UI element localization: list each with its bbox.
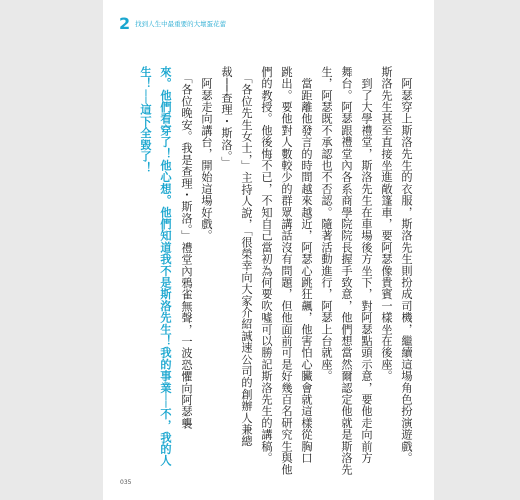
text-line: 當距離他發言的時間越來越近，阿瑟心跳狂飆，他害怕心臟會就這樣從胸口 xyxy=(300,77,313,464)
vertical-body-text xyxy=(136,66,416,476)
text-line: 到了大學禮堂，斯洛先生在車場後方坐下，對阿瑟點頭示意，要他走向前方 xyxy=(360,77,373,464)
page-number: 035 xyxy=(120,479,132,486)
text-line: 裁──查理・斯洛。」 xyxy=(220,66,233,169)
chapter-title: 找到人生中最重要的大壞蛋花蕾 xyxy=(135,20,227,28)
text-line: 阿瑟穿上斯洛先生的衣服，斯洛先生則扮成司機，繼續這場角色扮演遊戲。 xyxy=(400,77,413,464)
text-line: 斯洛先生甚至直接坐進敞篷車，要阿瑟像貴賓一樣坐在後座。 xyxy=(380,66,393,382)
text-line: 阿瑟走向講台，開始這場好戲。 xyxy=(200,77,213,242)
text-line: 「各位先生女士，」主持人說，「很榮幸向大家介紹誠速公司的創辦人兼總 xyxy=(240,77,253,448)
text-line: 生！──這下全毀了！ xyxy=(139,66,153,175)
chapter-number: 2 xyxy=(119,14,131,33)
text-line: 跳出。要他對人數較少的群眾講話沒有問題，但他面前可是好幾百名研究生與他 xyxy=(280,66,293,476)
text-line: 們的教授。他後悔不已，不知自己當初為何要吹噓可以勝記斯洛先生的講稿。 xyxy=(260,66,273,464)
book-page xyxy=(103,0,434,500)
text-line: 舞台。阿瑟跟禮堂內各系商學院院長握手致意，他們想當然爾認定他就是斯洛先 xyxy=(340,66,353,476)
text-line: 來。他們看穿了！他心想。他們知道我不是斯洛先生！我的事業──不，我的人 xyxy=(159,66,173,467)
chapter-header xyxy=(119,16,226,32)
text-line: 生，阿瑟既不承認也不否認。隨著活動進行，阿瑟上台就座。 xyxy=(320,66,333,382)
text-line: 「各位晚安。我是查理・斯洛。」禮堂內鴉雀無聲，一波恐懼向阿瑟襲 xyxy=(180,77,193,430)
